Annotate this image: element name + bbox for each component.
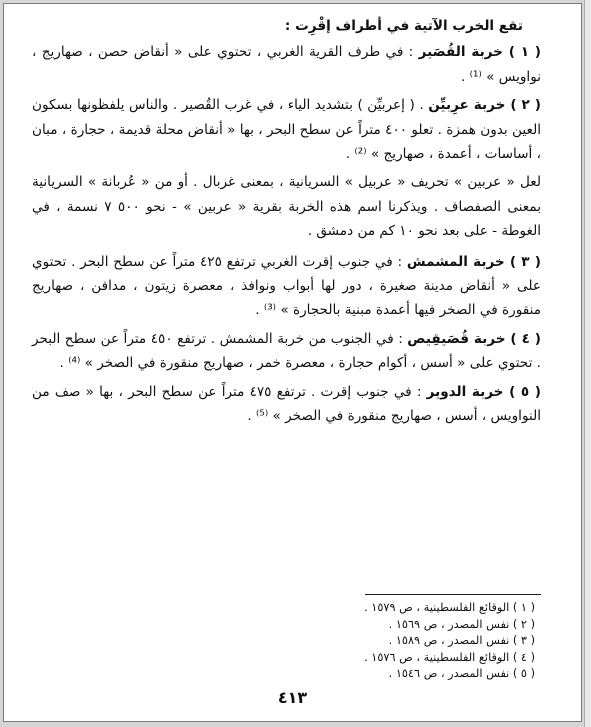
footnote: ( ٤ ) الوقائع الفلسطينية ، ص ١٥٧٦ . <box>364 650 535 664</box>
entry-title: ( ٥ ) خربة الدوير <box>426 383 542 400</box>
footnote: ( ١ ) الوقائع الفلسطينية ، ص ١٥٧٩ . <box>364 601 535 614</box>
entry-ruin-4 <box>32 327 541 376</box>
footnotes-list <box>235 600 535 683</box>
footnote-divider <box>365 594 541 595</box>
body-text <box>32 14 541 433</box>
entry-title: ( ٤ ) خربة قُصَيقِيص <box>407 330 541 347</box>
entry-ruin-1 <box>32 40 541 89</box>
footnote: ( ٣ ) نفس المصدر ، ص ١٥٨٩ . <box>388 634 535 648</box>
etymology-paragraph: لعل « عربين » تحريف « عربيل » السريانية ، بمعنى غربال . أو من « عُربانة » السريانية بمعنى الصفصاف . ويذكرنا اسم هذه الخربة بقرية « عربين » - نحو ٥٠٠ ٧ نسمة ، في الغوطة - على بعد نحو ١٠ كم من دمشق . <box>32 174 541 240</box>
entry-title: ( ١ ) خربة القُصَير <box>418 44 541 61</box>
entry-body: . ( إعربيِّن ) بتشديد الياء ، في غرب القُصير . والناس يلفظونها بسكون العين بدون همزة . تعلو ٤٠٠ متراً عن سطح البحر ، بها « أنقاض محلة قديمة ، حجارة ، مبان ، أساسات ، أعمدة ، صهاريج » ⁽²⁾ . <box>32 97 541 163</box>
footnote: ( ٢ ) نفس المصدر ، ص ١٥٦٩ . <box>388 617 535 631</box>
page-number: ٤١٣ <box>277 688 308 707</box>
entry-body: : في جنوب إقرت الغربي ترتفع ٤٢٥ متراً عن سطح البحر . تحتوي على « أنقاض مدينة صغيرة ، دور لها أبواب ونوافذ ، معصرة زيتون ، مدافن ، صهاريج منقورة في الصخر فيها أعمدة مبنية بالحجارة » ⁽³⁾ . <box>32 253 541 319</box>
entry-title: ( ٣ ) خربة المشمش <box>406 253 542 270</box>
entry-body: : في الجنوب من خربة المشمش . ترتفع ٤٥٠ متراً عن سطح البحر . تحتوي على « أسس ، أكوام حجارة ، معصرة خمر ، صهاريج منقورة في الصخر » ⁽⁴⁾ . <box>32 330 541 372</box>
entry-body: : في جنوب إقرت . ترتفع ٤٧٥ متراً عن سطح البحر ، بها « صف من النواويس ، أسس ، صهاريج منقورة في الصخر » ⁽⁵⁾ . <box>32 383 541 425</box>
entry-ruin-3 <box>32 250 541 323</box>
scrollbar[interactable] <box>584 0 591 727</box>
entry-ruin-5 <box>32 380 541 429</box>
footnote: ( ٥ ) نفس المصدر ، ص ١٥٤٦ . <box>388 667 535 681</box>
intro-line: تقع الخرب الآتية في أطراف إقْرِت : <box>284 18 523 34</box>
entry-title: ( ٢ ) خربة عرِبيِّن <box>428 97 541 114</box>
page <box>3 3 582 722</box>
entry-body: : في طرف القرية الغربي ، تحتوي على « أنقاض حصن ، صهاريج ، نواويس » ⁽¹⁾ . <box>32 44 541 85</box>
entry-ruin-2 <box>32 93 541 166</box>
